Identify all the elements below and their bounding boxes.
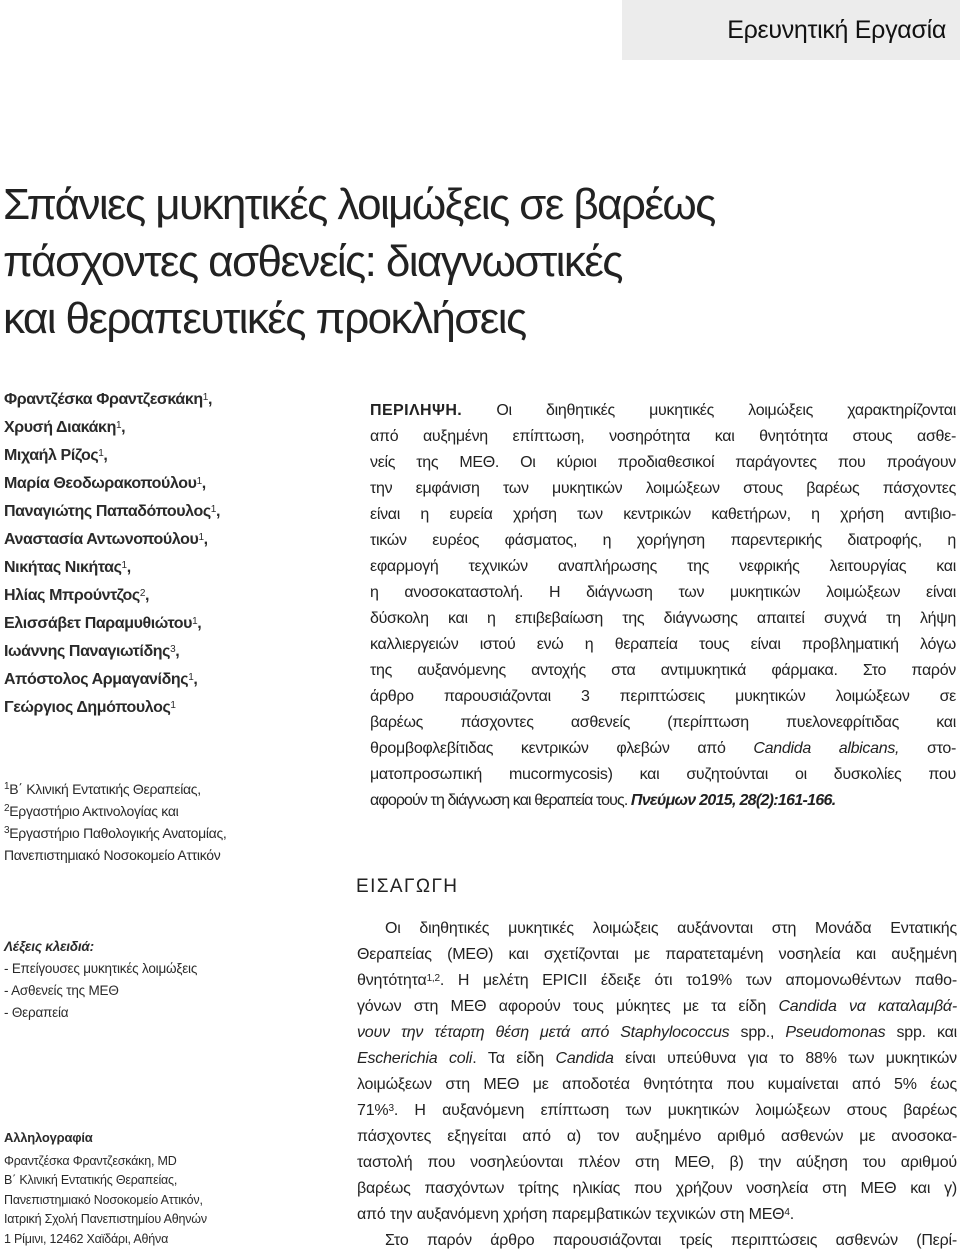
abstract-line: νείς της ΜΕΘ. Οι κύριοι προδιαθεσικοί παράγοντες που προάγουν [370,454,956,471]
keyword: - Ασθενείς της ΜΕΘ [4,983,119,998]
abstract-line: άρθρο παρουσιάζονται 3 περιπτώσεις μυκητικών λοιμώξεων σε [370,688,956,705]
intro-line: γόνων στη ΜΕΘ αφορούν τους μύκητες με τα είδη Candida να καταλαμβά- [357,998,957,1015]
author: Γεώργιος Δημόπουλος$^1$ [4,699,176,716]
author-list [4,386,334,722]
keyword: - Επείγουσες μυκητικές λοιμώξεις [4,961,198,976]
title-line: πάσχοντες ασθενείς: διαγνωστικές [3,237,622,286]
correspondence-block [4,1128,334,1249]
abstract-label: ΠΕΡΙΛΗΨΗ. [370,402,463,419]
intro-line: Στο παρόν άρθρο παρουσιάζονται τρείς περιπτώσεις ασθενών (Περί- [385,1232,957,1249]
author: Φραντζέσκα Φραντζεσκάκη$^1$, [4,391,212,408]
affiliation: $^2$Εργαστήριο Ακτινολογίας και [4,803,179,819]
section-label: Ερευνητική Εργασία [727,15,946,44]
keywords-block [4,936,334,1024]
intro-heading: ΕΙΣΑΓΩΓΗ [356,876,459,897]
abstract-line: από αυξημένη επίπτωση, νοσηρότητα και θνητότητα στους ασθε- [370,428,956,445]
author: Χρυσή Διακάκη$^1$, [4,419,126,436]
abstract-line: την εμφάνιση των μυκητικών λοιμώξεων στους βαρέως πάσχοντες [370,480,956,497]
author: Μιχαήλ Ρίζος$^1$, [4,447,108,464]
author: Αναστασία Αντωνοπούλου$^1$, [4,531,208,548]
intro-line: Θεραπείας (ΜΕΘ) και σχετίζονται με παρατεταμένη νοσηλεία και αυξημένη [357,946,957,963]
intro-line: πάσχοντες εξηγείται από α) τον αυξημένο αριθμό ασθενών με ανοσοκα- [357,1128,957,1145]
abstract-line: τικών ευρέος φάσματος, η χορήγηση παρεντερικής διατροφής, η [370,532,956,549]
abstract [370,398,956,814]
intro-line: Οι διηθητικές μυκητικές λοιμώξεις αυξάνονται στη Μονάδα Εντατικής [385,920,957,937]
intro-line: 71%$^3$. Η αυξανόμενη επίπτωση των μυκητικών λοιμώξεων στους βαρέως [357,1102,957,1119]
intro-line: βαρέως πασχόντων τρίτης ηλικίας που χρήζουν νοσηλεία στη ΜΕΘ και γ) [357,1180,957,1197]
title-line: και θεραπευτικές προκλήσεις [3,294,526,343]
title-line: Σπάνιες μυκητικές λοιμώξεις σε βαρέως [3,180,715,229]
author: Ιωάννης Παναγιωτίδης$^3$, [4,643,180,660]
abstract-line: της αυξανόμενης αντοχής στα αντιμυκητικά φάρμακα. Στο παρόν [370,662,956,679]
abstract-line: εφαρμογή τεχνικών αναπλήρωσης της νεφρικής λειτουργίας και [370,558,956,575]
correspondence-heading: Αλληλογραφία [4,1130,93,1145]
author: Ελισσάβετ Παραμυθιώτου$^1$, [4,615,202,632]
author: Μαρία Θεοδωρακοπούλου$^1$, [4,475,206,492]
intro-line: ταστολή που νοσηλεύονται πλέον στη ΜΕΘ, β) την αύξηση του αριθμού [357,1154,957,1171]
author: Παναγιώτης Παπαδόπουλος$^1$, [4,503,220,520]
abstract-line: ΠΕΡΙΛΗΨΗ. Οι διηθητικές μυκητικές λοιμώξεις χαρακτηρίζονται [370,402,956,419]
abstract-line: είναι η ευρεία χρήση των κεντρικών καθετήρων, η χρήση αντιβιο- [370,506,956,523]
abstract-line: αφορούν τη διάγνωση και θεραπεία τους. Πνεύμων 2015, 28(2):161-166. [370,792,836,809]
affiliation: $^1$Β΄ Κλινική Εντατικής Θεραπείας, [4,781,201,797]
keywords-heading: Λέξεις κλειδιά: [4,939,94,954]
affiliation: $^3$Εργαστήριο Παθολογικής Ανατομίας, [4,825,227,841]
intro-line: λοιμώξεων στη ΜΕΘ με αποδοτέα θνητότητα που κυμαίνεται από 5% έως [357,1076,957,1093]
intro-text [357,916,957,1250]
affiliations [4,778,334,866]
correspondence-line: Ιατρική Σχολή Πανεπιστημίου Αθηνών [4,1212,207,1226]
correspondence-line: Πανεπιστημιακό Νοσοκομείο Αττικόν, [4,1192,203,1207]
abstract-line: θρομβοφλεβίτιδας κεντρικών φλεβών από Candida albicans, στο- [370,740,956,757]
abstract-line: καλλιεργειών ιστού ενώ η θεραπεία τους είναι προβληματική λόγω [370,636,956,653]
correspondence-line: Β΄ Κλινική Εντατικής Θεραπείας, [4,1173,178,1187]
intro-line: από την αυξανόμενη χρήση παρεμβατικών τεχνικών στη ΜΕΘ$^4$. [357,1206,795,1223]
correspondence-line: 1 Ρίμινι, 12462 Χαϊδάρι, Αθήνα [4,1231,169,1246]
author: Ηλίας Μπρούντζος$^2$, [4,587,150,604]
citation: Πνεύμων 2015, 28(2):161-166. [630,792,836,809]
abstract-line: δύσκολη και η επιβεβαίωση της διάγνωσης απαιτεί συχνά τη λήψη [370,610,956,627]
author: Νικήτας Νικήτας$^1$, [4,559,131,576]
abstract-line: η ανοσοκαταστολή. Η διάγνωση των μυκητικών λοιμώξεων είναι [370,584,956,601]
article-title [3,176,903,347]
abstract-line: ματοπροσωπική mucormycosis) και συζητούνται οι δυσκολίες που [370,766,956,783]
section-header [622,0,960,60]
author: Απόστολος Αρμαγανίδης$^1$, [4,671,198,688]
affiliation: Πανεπιστημιακό Νοσοκομείο Αττικόν [4,847,221,863]
correspondence-line: Φραντζέσκα Φραντζεσκάκη, MD [4,1153,177,1168]
keyword: - Θεραπεία [4,1005,69,1020]
intro-line: νουν την τέταρτη θέση μετά από Staphylococcus spp., Pseudomonas spp. και [357,1024,957,1041]
intro-line: Escherichia coli. Τα είδη Candida είναι υπεύθυνα για το 88% των μυκητικών [357,1050,957,1067]
abstract-line: βαρέως πάσχοντες ασθενείς (περίπτωση πυελονεφρίτιδας και [370,714,956,731]
intro-line: θνητότητα$^{1,2}$. Η μελέτη EPICII έδειξε ότι το19% των απομονωθέντων παθο- [357,972,957,989]
